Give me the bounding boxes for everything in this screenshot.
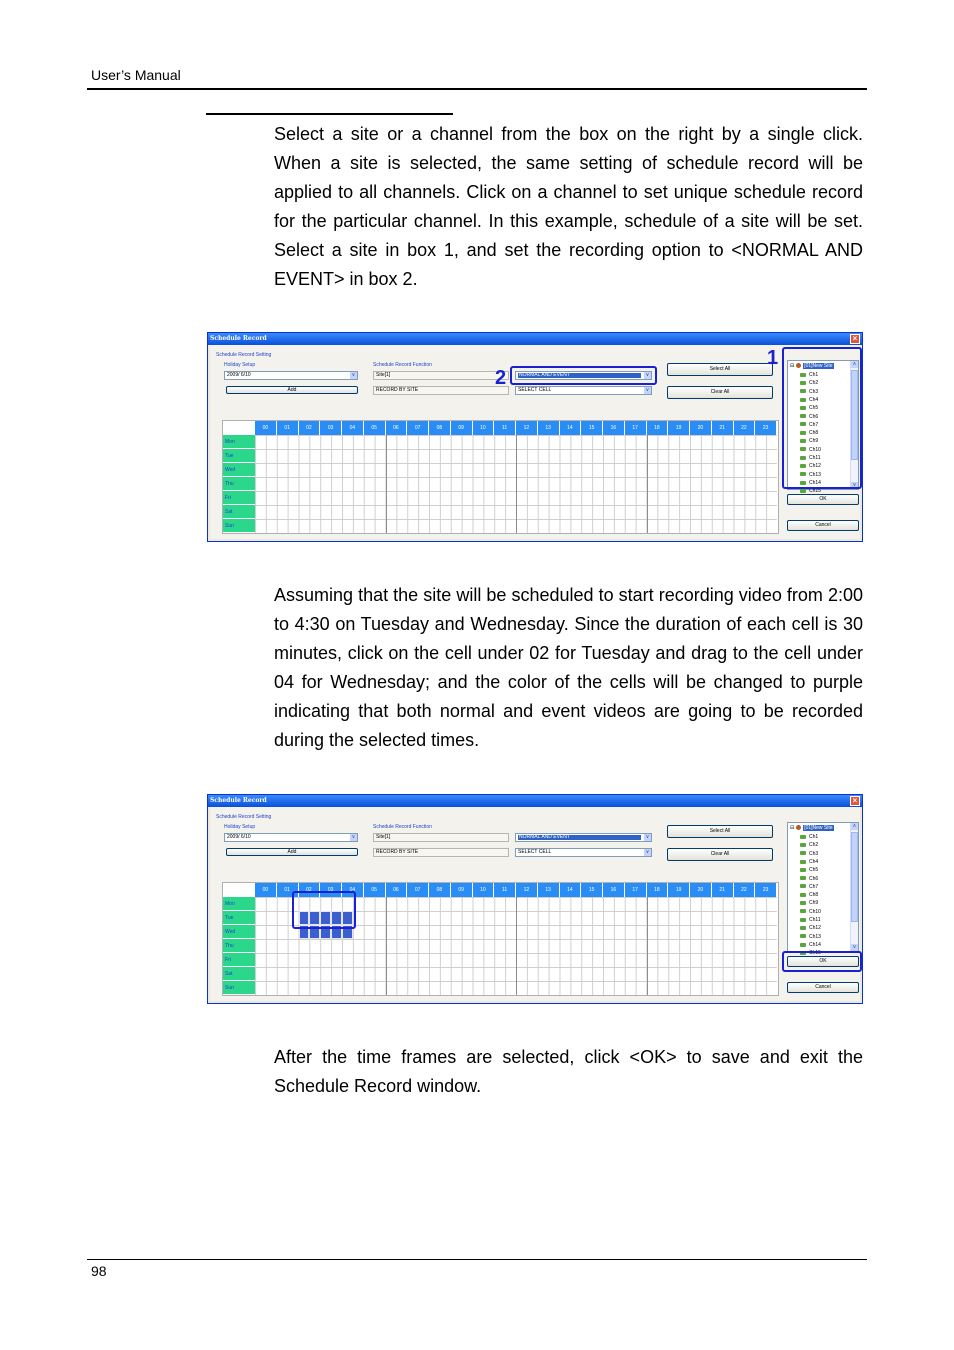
camera-icon bbox=[800, 835, 806, 839]
hour-header-13: 13 bbox=[538, 421, 560, 435]
quarter-divider bbox=[386, 435, 387, 533]
channel-label: Ch3 bbox=[809, 850, 819, 857]
camera-icon bbox=[800, 868, 806, 872]
cell-mode-select[interactable] bbox=[515, 848, 652, 857]
hour-header-04: 04 bbox=[342, 883, 364, 897]
day-label-mon: Mon bbox=[223, 897, 255, 911]
schedule-record-window-2 bbox=[207, 794, 863, 1004]
window-client bbox=[210, 807, 860, 1001]
camera-icon bbox=[800, 901, 806, 905]
clear-all-button[interactable]: Clear All bbox=[667, 848, 773, 861]
instruction-paragraph-1: Select a site or a channel from the box on the right by a single click. When a site is selected, the same setting of schedule record will be applied to all channels. Click on a channel to set unique schedule record for the particular channel. In this example, schedule of a site will be set. Select a site in box 1, and set the recording option to <NORMAL AND EVENT> in box 2. bbox=[274, 124, 863, 289]
hour-header-23: 23 bbox=[755, 883, 777, 897]
ok-button[interactable]: OK bbox=[787, 956, 859, 967]
day-label-tue: Tue bbox=[223, 449, 255, 463]
schedule-grid[interactable] bbox=[222, 420, 779, 534]
day-label-fri: Fri bbox=[223, 953, 255, 967]
channel-label: Ch1 bbox=[809, 372, 819, 378]
header-rule bbox=[87, 88, 867, 90]
section-rule bbox=[206, 113, 453, 115]
channel-item-ch11[interactable] bbox=[800, 917, 821, 923]
channel-label: Ch15 bbox=[809, 488, 821, 495]
hour-header-02: 02 bbox=[299, 883, 321, 897]
ok-button[interactable]: OK bbox=[787, 494, 859, 505]
page-number: 98 bbox=[91, 1263, 107, 1279]
close-icon[interactable]: × bbox=[850, 334, 860, 344]
hour-header-15: 15 bbox=[581, 883, 603, 897]
grid-corner bbox=[223, 883, 255, 897]
instruction-paragraph-3: After the time frames are selected, click <OK> to save and exit the Schedule Record window. bbox=[274, 1047, 863, 1096]
channel-label: Ch2 bbox=[809, 380, 819, 387]
camera-icon bbox=[800, 860, 806, 864]
hour-header-05: 05 bbox=[364, 883, 386, 897]
camera-icon bbox=[800, 918, 806, 922]
chevron-down-icon[interactable]: ∨ bbox=[351, 372, 356, 378]
hour-header-21: 21 bbox=[712, 421, 734, 435]
scroll-thumb[interactable] bbox=[851, 832, 858, 922]
record-by-value: RECORD BY SITE bbox=[376, 387, 419, 393]
quarter-divider bbox=[647, 897, 648, 995]
channel-label: Ch4 bbox=[809, 858, 819, 865]
hour-header-22: 22 bbox=[734, 883, 756, 897]
site-field bbox=[373, 833, 509, 842]
cell-mode-select[interactable] bbox=[515, 386, 652, 395]
holiday-setup-label: Holiday Setup bbox=[224, 362, 256, 368]
cell-mode-value: SELECT CELL bbox=[518, 849, 552, 855]
holiday-date-value: 2009/ 6/10 bbox=[227, 372, 251, 378]
grid-corner bbox=[223, 421, 255, 435]
site-icon bbox=[796, 825, 801, 830]
channel-item-ch4[interactable] bbox=[800, 859, 818, 865]
tree-scrollbar[interactable] bbox=[850, 823, 858, 951]
day-label-sun: Sun bbox=[223, 981, 255, 995]
channel-label: Ch6 bbox=[809, 875, 819, 882]
chevron-down-icon[interactable]: ∨ bbox=[645, 834, 650, 840]
channel-label: Ch9 bbox=[809, 900, 819, 907]
scroll-down-icon[interactable]: ∨ bbox=[852, 482, 857, 488]
hour-header-09: 09 bbox=[451, 883, 473, 897]
page-header: User’s Manual bbox=[91, 67, 181, 83]
site-node-label: [01]New Site bbox=[804, 825, 833, 831]
quarter-divider bbox=[386, 897, 387, 995]
camera-icon bbox=[800, 489, 806, 493]
cancel-button[interactable]: Cancel bbox=[787, 520, 859, 531]
channel-label: Ch11 bbox=[809, 455, 821, 461]
channel-label: Ch8 bbox=[809, 430, 819, 437]
channel-item-ch7[interactable] bbox=[800, 884, 818, 890]
site-value: Site[1] bbox=[376, 372, 391, 378]
channel-label: Ch4 bbox=[809, 396, 819, 403]
hour-header-07: 07 bbox=[407, 421, 429, 435]
hour-header-08: 08 bbox=[429, 421, 451, 435]
channel-label: Ch12 bbox=[809, 463, 821, 470]
channel-item-ch2[interactable] bbox=[800, 842, 818, 848]
quarter-divider bbox=[516, 435, 517, 533]
channel-label: Ch8 bbox=[809, 892, 819, 899]
camera-icon bbox=[800, 876, 806, 880]
callout-box-record-mode bbox=[510, 366, 657, 385]
hour-header-13: 13 bbox=[538, 883, 560, 897]
day-label-mon: Mon bbox=[223, 435, 255, 449]
day-label-sat: Sat bbox=[223, 505, 255, 519]
hour-header-11: 11 bbox=[494, 421, 516, 435]
day-label-tue: Tue bbox=[223, 911, 255, 925]
record-function-label: Schedule Record Function bbox=[373, 362, 432, 368]
record-mode-value: NORMAL AND EVENT bbox=[518, 835, 641, 840]
hour-header-01: 01 bbox=[277, 421, 299, 435]
hour-header-06: 06 bbox=[386, 883, 408, 897]
day-label-sat: Sat bbox=[223, 967, 255, 981]
hour-header-02: 02 bbox=[299, 421, 321, 435]
camera-icon bbox=[800, 851, 806, 855]
record-function-label: Schedule Record Function bbox=[373, 824, 432, 830]
hour-header-11: 11 bbox=[494, 883, 516, 897]
channel-label: Ch10 bbox=[809, 446, 821, 453]
scroll-up-icon[interactable]: ∧ bbox=[852, 361, 857, 367]
channel-item-ch13[interactable] bbox=[800, 934, 821, 940]
hour-header-19: 19 bbox=[668, 883, 690, 897]
hour-header-22: 22 bbox=[734, 421, 756, 435]
channel-label: Ch5 bbox=[809, 867, 819, 874]
channel-label: Ch11 bbox=[809, 917, 821, 923]
window-client bbox=[210, 345, 860, 539]
callout-number-1: 1 bbox=[767, 347, 779, 369]
hour-header-09: 09 bbox=[451, 421, 473, 435]
select-all-button[interactable]: Select All bbox=[667, 825, 773, 838]
day-label-wed: Wed bbox=[223, 925, 255, 939]
channel-label: Ch2 bbox=[809, 842, 819, 849]
channel-label: Ch15 bbox=[809, 950, 821, 957]
add-button[interactable]: Add bbox=[226, 848, 358, 856]
record-by-field bbox=[373, 848, 509, 857]
hour-header-05: 05 bbox=[364, 421, 386, 435]
hour-header-04: 04 bbox=[342, 421, 364, 435]
channel-label: Ch6 bbox=[809, 413, 819, 420]
channel-item-ch3[interactable] bbox=[800, 851, 818, 857]
channel-item-ch5[interactable] bbox=[800, 867, 818, 873]
hour-header-16: 16 bbox=[603, 421, 625, 435]
holiday-date-field[interactable] bbox=[224, 833, 358, 842]
hour-header-23: 23 bbox=[755, 421, 777, 435]
hour-header-14: 14 bbox=[560, 421, 582, 435]
record-by-field bbox=[373, 386, 509, 395]
scroll-down-icon[interactable]: ∨ bbox=[852, 944, 857, 950]
chevron-down-icon[interactable]: ∨ bbox=[645, 387, 650, 393]
holiday-date-value: 2009/ 6/10 bbox=[227, 834, 251, 840]
cancel-button[interactable]: Cancel bbox=[787, 982, 859, 993]
quarter-divider bbox=[516, 897, 517, 995]
hour-header-20: 20 bbox=[690, 421, 712, 435]
channel-label: Ch7 bbox=[809, 883, 819, 890]
record-mode-select[interactable] bbox=[515, 833, 652, 842]
callout-number-2: 2 bbox=[495, 367, 507, 389]
channel-item-ch9[interactable] bbox=[800, 900, 818, 906]
day-label-wed: Wed bbox=[223, 463, 255, 477]
channel-label: Ch13 bbox=[809, 471, 821, 478]
hour-header-10: 10 bbox=[473, 883, 495, 897]
hour-header-10: 10 bbox=[473, 421, 495, 435]
channel-label: Ch12 bbox=[809, 925, 821, 932]
chevron-down-icon[interactable]: ∨ bbox=[351, 834, 356, 840]
hour-header-03: 03 bbox=[320, 883, 342, 897]
scroll-up-icon[interactable]: ∧ bbox=[852, 823, 857, 829]
channel-label: Ch1 bbox=[809, 834, 819, 840]
chevron-down-icon[interactable]: ∨ bbox=[645, 849, 650, 855]
title-bar bbox=[208, 333, 862, 345]
channel-label: Ch10 bbox=[809, 908, 821, 915]
hour-header-03: 03 bbox=[320, 421, 342, 435]
channel-label: Ch7 bbox=[809, 421, 819, 428]
cell-mode-value: SELECT CELL bbox=[518, 387, 552, 393]
record-by-value: RECORD BY SITE bbox=[376, 849, 419, 855]
camera-icon bbox=[800, 943, 806, 947]
channel-label: Ch3 bbox=[809, 388, 819, 395]
site-field bbox=[373, 371, 509, 380]
hour-header-00: 00 bbox=[255, 883, 277, 897]
tree-site-node[interactable] bbox=[790, 825, 834, 831]
channel-item-ch14[interactable] bbox=[800, 942, 821, 948]
camera-icon bbox=[800, 909, 806, 913]
day-label-thu: Thu bbox=[223, 939, 255, 953]
camera-icon bbox=[800, 926, 806, 930]
day-label-sun: Sun bbox=[223, 519, 255, 533]
hour-header-18: 18 bbox=[647, 421, 669, 435]
channel-label: Ch14 bbox=[809, 479, 821, 486]
hour-header-06: 06 bbox=[386, 421, 408, 435]
hour-header-16: 16 bbox=[603, 883, 625, 897]
close-icon[interactable]: × bbox=[850, 796, 860, 806]
camera-icon bbox=[800, 934, 806, 938]
select-all-button[interactable]: Select All bbox=[667, 363, 773, 376]
site-value: Site[1] bbox=[376, 834, 391, 840]
hour-header-00: 00 bbox=[255, 421, 277, 435]
hour-header-08: 08 bbox=[429, 883, 451, 897]
footer-rule bbox=[87, 1259, 867, 1260]
hour-header-12: 12 bbox=[516, 883, 538, 897]
channel-item-ch1[interactable] bbox=[800, 834, 818, 840]
callout-box-channel-tree bbox=[782, 347, 862, 489]
window-title: Schedule Record bbox=[210, 797, 267, 804]
day-label-thu: Thu bbox=[223, 477, 255, 491]
group-label: Schedule Record Setting bbox=[216, 352, 272, 358]
channel-item-ch6[interactable] bbox=[800, 876, 818, 882]
channel-label: Ch5 bbox=[809, 405, 819, 412]
holiday-setup-label: Holiday Setup bbox=[224, 824, 256, 830]
channel-label: Ch13 bbox=[809, 933, 821, 940]
hour-header-21: 21 bbox=[712, 883, 734, 897]
hour-header-14: 14 bbox=[560, 883, 582, 897]
channel-item-ch8[interactable] bbox=[800, 892, 818, 898]
camera-icon bbox=[800, 893, 806, 897]
expand-icon[interactable]: ⊟ bbox=[790, 363, 795, 369]
hour-header-18: 18 bbox=[647, 883, 669, 897]
hour-header-20: 20 bbox=[690, 883, 712, 897]
channel-item-ch12[interactable] bbox=[800, 925, 821, 931]
hour-header-17: 17 bbox=[625, 883, 647, 897]
record-mode-value: NORMAL AND EVENT bbox=[518, 373, 641, 378]
expand-icon[interactable]: ⊟ bbox=[790, 825, 795, 831]
hour-header-07: 07 bbox=[407, 883, 429, 897]
chevron-down-icon[interactable]: ∨ bbox=[645, 372, 650, 378]
title-bar bbox=[208, 795, 862, 807]
schedule-record-window-1 bbox=[207, 332, 863, 542]
hour-header-19: 19 bbox=[668, 421, 690, 435]
channel-item-ch10[interactable] bbox=[800, 909, 821, 915]
site-node-label: [01]New Site bbox=[804, 363, 833, 369]
channel-label: Ch9 bbox=[809, 438, 819, 445]
window-title: Schedule Record bbox=[210, 335, 267, 342]
callout-box-ok-button bbox=[782, 951, 862, 972]
hour-header-01: 01 bbox=[277, 883, 299, 897]
instruction-paragraph-2: Assuming that the site will be scheduled to start recording video from 2:00 to 4:30 on Tuesday and Wednesday. Since the duration of each cell is 30 minutes, click on the cell under 02 for Tuesday and drag to the cell under 04 for Wednesday; and the color of the cells will be changed to purple indicating that both normal and event videos are going to be recorded during the selected times. bbox=[274, 585, 863, 750]
hour-header-17: 17 bbox=[625, 421, 647, 435]
clear-all-button[interactable]: Clear All bbox=[667, 386, 773, 399]
hour-header-12: 12 bbox=[516, 421, 538, 435]
quarter-divider bbox=[647, 435, 648, 533]
camera-icon bbox=[800, 884, 806, 888]
channel-tree[interactable] bbox=[787, 822, 859, 957]
add-button[interactable]: Add bbox=[226, 386, 358, 394]
camera-icon bbox=[800, 843, 806, 847]
group-label: Schedule Record Setting bbox=[216, 814, 272, 820]
hour-header-15: 15 bbox=[581, 421, 603, 435]
callout-box-selected-cells bbox=[292, 891, 356, 929]
holiday-date-field[interactable] bbox=[224, 371, 358, 380]
day-label-fri: Fri bbox=[223, 491, 255, 505]
channel-label: Ch14 bbox=[809, 941, 821, 948]
